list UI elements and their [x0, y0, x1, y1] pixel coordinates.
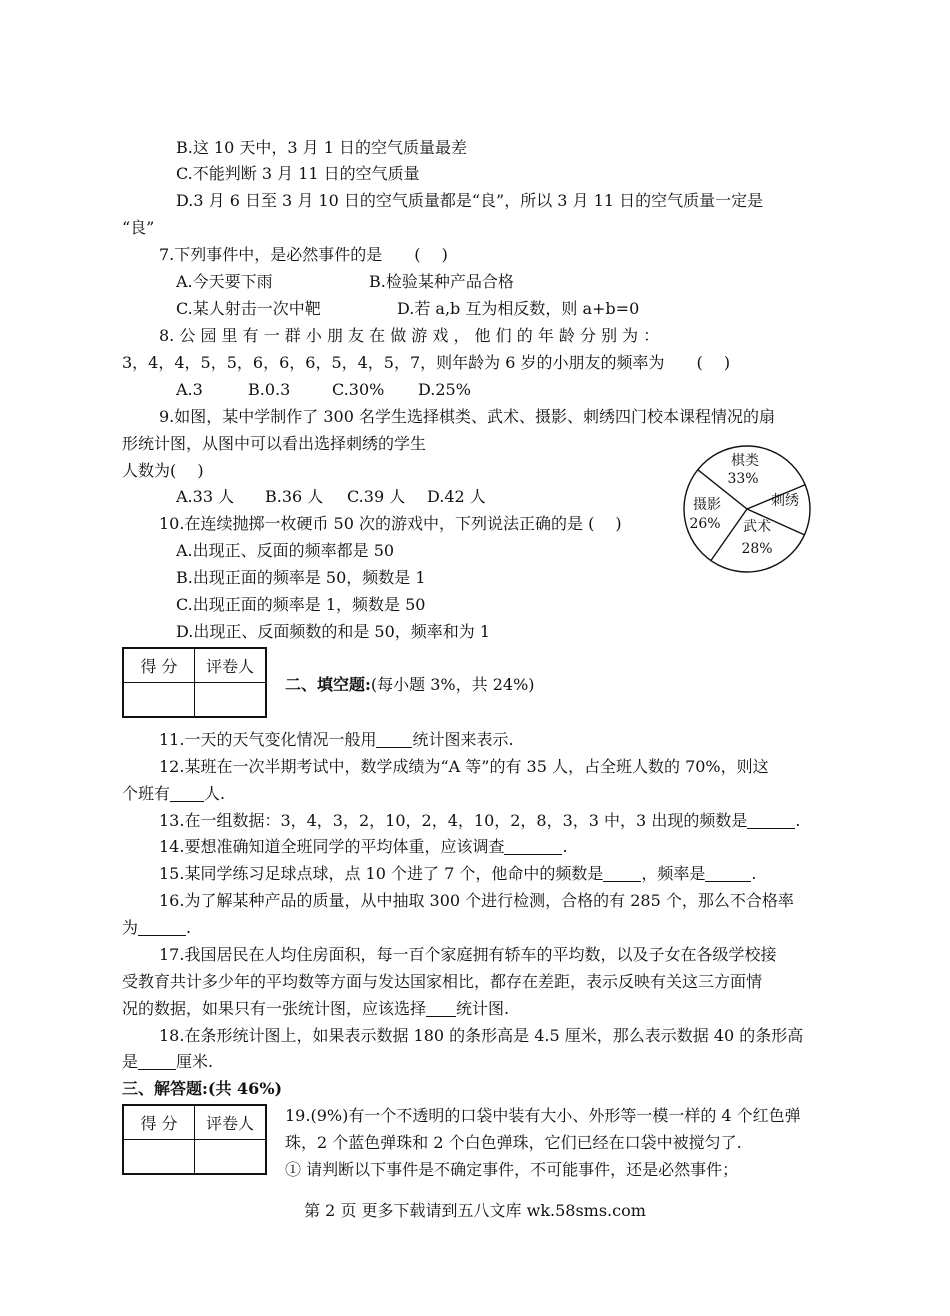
- grader-cell[interactable]: [195, 683, 267, 718]
- q10-option-a: A.出现正、反面的频率都是 50: [176, 541, 395, 560]
- q7-option-c: C.某人射击一次中靶: [176, 299, 321, 318]
- q11-post: 统计图来表示.: [412, 730, 514, 749]
- grader-header: 评卷人: [195, 648, 267, 683]
- q9-option-b: B.36 人: [265, 487, 324, 506]
- q8-option-d: D.25%: [418, 380, 471, 399]
- q8-line2: 3，4，4，5，5，6，6，6，5，4，5，7，则年龄为 6 岁的小朋友的频率为 ( ): [122, 353, 731, 372]
- q16-line2: [122, 917, 191, 939]
- q12-pre: 个班有: [122, 784, 171, 803]
- section2-note: (每小题 3%，共 24%): [370, 675, 535, 694]
- q9-line2: 形统计图，从图中可以看出选择刺绣的学生: [122, 434, 427, 453]
- q17-line2: 受教育共计多少年的平均数等方面与发达国家相比，都存在差距，表示反映有关这三方面情: [122, 972, 763, 991]
- pie-label-embroidery: 刺绣: [771, 493, 799, 509]
- q15-blank-1[interactable]: [603, 865, 641, 882]
- q17-line3: [122, 998, 509, 1020]
- q13-pre: 13.在一组数据：3，4，3，2，10，2，4，10，2，8，3，3 中，3 出现的频数是: [159, 811, 748, 830]
- q6-option-d-line2: “良”: [122, 218, 155, 237]
- q9-option-c: C.39 人: [347, 487, 406, 506]
- q11-blank[interactable]: [376, 731, 412, 748]
- pie-label-martial: 武术: [743, 519, 771, 535]
- q19-line3: ① 请判断以下事件是不确定事件，不可能事件，还是必然事件；: [285, 1160, 739, 1179]
- q16-post: .: [186, 918, 192, 937]
- q9-line1: 9.如图，某中学制作了 300 名学生选择棋类、武术、摄影、刺绣四门校本课程情况的扇: [159, 407, 775, 426]
- q7-option-d: D.若 a,b 互为相反数，则 a+b=0: [397, 299, 640, 318]
- q9-line3: 人数为( ): [122, 461, 204, 480]
- score-cell[interactable]: [123, 1140, 195, 1175]
- q12-post: 人.: [204, 784, 226, 803]
- q8-option-a: A.3: [176, 380, 203, 399]
- score-header: 得 分: [123, 1105, 195, 1140]
- q6-option-b: B.这 10 天中，3 月 1 日的空气质量最差: [176, 138, 467, 157]
- q18-blank[interactable]: [138, 1053, 176, 1070]
- pie-value-martial: 28%: [741, 541, 773, 557]
- q17-line1: 17.我国居民在人均住房面积，每一百个家庭拥有轿车的平均数，以及子女在各级学校接: [159, 945, 777, 964]
- q15: [159, 863, 756, 885]
- pie-value-chess: 33%: [727, 471, 759, 487]
- pie-label-chess: 棋类: [731, 453, 759, 469]
- q8-option-b: B.0.3: [248, 380, 291, 399]
- q15-pre: 15.某同学练习足球点球，点 10 个进了 7 个，他命中的频数是: [159, 864, 604, 883]
- q14-pre: 14.要想准确知道全班同学的平均体重，应该调查: [159, 837, 505, 856]
- q6-option-d: [176, 190, 854, 212]
- q6-option-d-line1: D.3 月 6 日至 3 月 10 日的空气质量都是“良”，所以 3 月 11 日的空气质量一定是: [176, 191, 764, 210]
- section2-title: 二、填空题:: [285, 675, 371, 694]
- q10-option-c: C.出现正面的频率是 1，频数是 50: [176, 595, 426, 614]
- q16-line1: 16.为了解某种产品的质量，从中抽取 300 个进行检测，合格的有 285 个，那么不合格率: [159, 891, 794, 910]
- q14: [159, 836, 568, 858]
- q14-post: .: [562, 837, 568, 856]
- q19-line2: 珠，2 个蓝色弹珠和 2 个白色弹珠，它们已经在口袋中被搅匀了.: [285, 1133, 742, 1152]
- page-footer: 第 2 页 更多下载请到五八文库 wk.58sms.com: [304, 1201, 646, 1220]
- q11: [159, 729, 514, 751]
- score-cell[interactable]: [123, 683, 195, 718]
- q10-stem: 10.在连续抛掷一枚硬币 50 次的游戏中，下列说法正确的是 ( ): [159, 514, 622, 533]
- q12-line1: 12.某班在一次半期考试中，数学成绩为“A 等”的有 35 人，占全班人数的 70%，则这: [159, 757, 769, 776]
- q16-pre: 为: [122, 918, 139, 937]
- q16-blank[interactable]: [138, 919, 186, 936]
- q9-option-a: A.33 人: [176, 487, 235, 506]
- q6-option-c: C.不能判断 3 月 11 日的空气质量: [176, 164, 420, 183]
- pie-value-photo: 26%: [689, 516, 721, 532]
- q10-option-b: B.出现正面的频率是 50，频数是 1: [176, 568, 426, 587]
- q12-blank[interactable]: [170, 785, 204, 802]
- q8-line1: 8. 公 园 里 有 一 群 小 朋 友 在 做 游 戏 ， 他 们 的 年 龄 分 别 为 ：: [159, 326, 660, 345]
- q7-option-b: B.检验某种产品合格: [369, 272, 514, 291]
- q18-pre: 是: [122, 1052, 139, 1071]
- grader-cell[interactable]: [195, 1140, 267, 1175]
- q11-pre: 11.一天的天气变化情况一般用: [159, 730, 377, 749]
- section3-title: 三、解答题:(共 46%): [122, 1079, 283, 1098]
- q14-blank[interactable]: [504, 838, 562, 855]
- q7-stem: 7.下列事件中，是必然事件的是 ( ): [159, 245, 448, 264]
- q17-pre: 况的数据，如果只有一张统计图，应该选择: [122, 999, 427, 1018]
- q15-blank-2[interactable]: [705, 865, 751, 882]
- grader-header: 评卷人: [195, 1105, 267, 1140]
- q13: [159, 810, 800, 832]
- section2-heading: [285, 674, 535, 696]
- q18-line1: 18.在条形统计图上，如果表示数据 180 的条形高是 4.5 厘米，那么表示数据 40 的条形高: [159, 1026, 804, 1045]
- score-table-section2: [122, 647, 267, 718]
- q17-blank[interactable]: [426, 1000, 456, 1017]
- score-header: 得 分: [123, 648, 195, 683]
- score-table-section3: [122, 1104, 267, 1175]
- q17-post: 统计图.: [456, 999, 510, 1018]
- q12-line2: [122, 783, 225, 805]
- q13-post: .: [795, 811, 801, 830]
- q8-option-c: C.30%: [332, 380, 385, 399]
- q9-option-d: D.42 人: [427, 487, 486, 506]
- q7-option-a: A.今天要下雨: [176, 272, 273, 291]
- pie-label-photo: 摄影: [693, 497, 721, 513]
- q18-post: 厘米.: [176, 1052, 214, 1071]
- q10-option-d: D.出现正、反面频数的和是 50，频率和为 1: [176, 622, 491, 641]
- pie-chart: [677, 439, 817, 579]
- q13-blank[interactable]: [747, 812, 795, 829]
- q15-post: .: [751, 864, 757, 883]
- q19-line1: 19.(9%)有一个不透明的口袋中装有大小、外形等一模一样的 4 个红色弹: [285, 1106, 801, 1125]
- q15-mid: ，频率是: [641, 864, 706, 883]
- q18-line2: [122, 1051, 213, 1073]
